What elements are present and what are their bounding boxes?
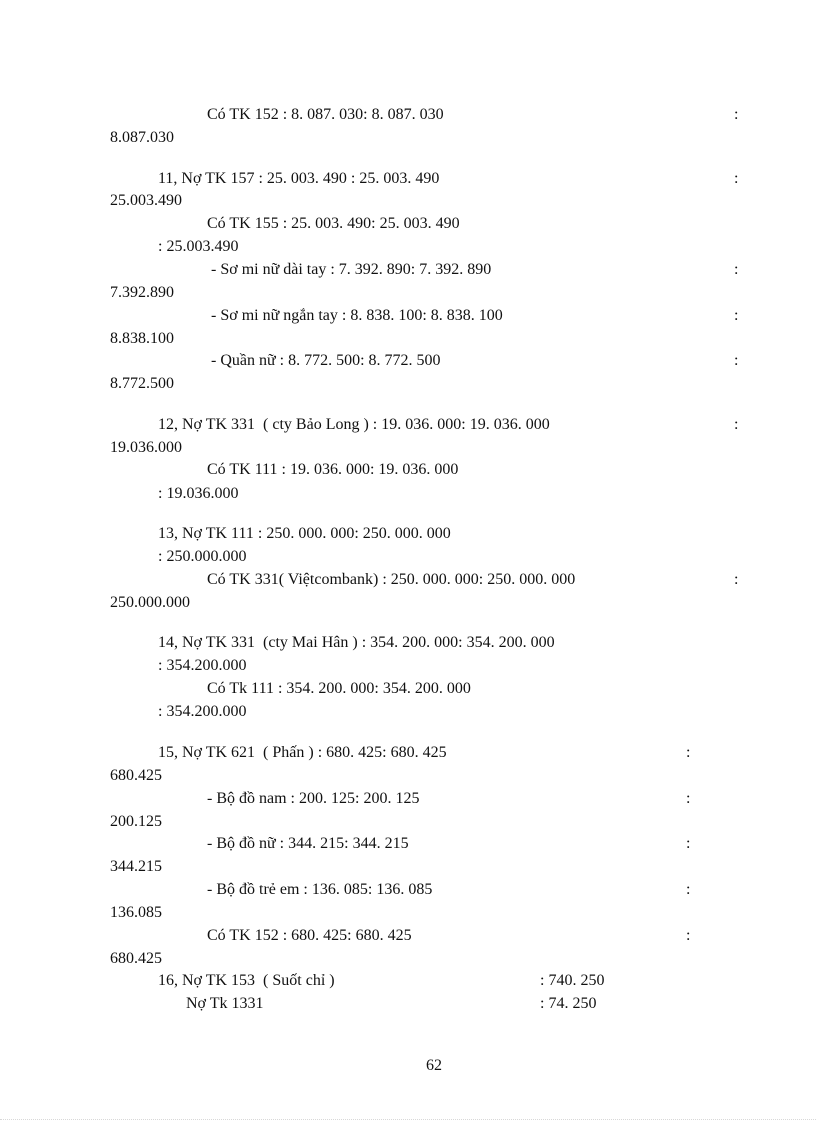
entry-line: : 250.000.000 <box>158 548 247 565</box>
entry-line: 344.215 <box>110 858 162 875</box>
entry-line: Có TK 331( Việtcombank) : 250. 000. 000: 250. 000. 000 <box>207 571 576 588</box>
entry-line: : 354.200.000 <box>158 703 247 720</box>
entry-line: Có Tk 111 : 354. 200. 000: 354. 200. 000 <box>207 680 471 697</box>
entry-line: - Sơ mi nữ ngắn tay : 8. 838. 100: 8. 838. 100 <box>211 307 503 324</box>
colon-mark: : <box>686 744 691 761</box>
entry-line: - Sơ mi nữ dài tay : 7. 392. 890: 7. 392. 890 <box>211 261 492 278</box>
entry-line: : 354.200.000 <box>158 657 247 674</box>
colon-mark: : <box>734 170 739 187</box>
page-bottom-divider <box>0 1119 816 1120</box>
entry-line: 8.772.500 <box>110 375 174 392</box>
entry-line: - Bộ đồ trẻ em : 136. 085: 136. 085 <box>207 881 433 898</box>
colon-mark: : <box>686 835 691 852</box>
entry-line: Có TK 155 : 25. 003. 490: 25. 003. 490 <box>207 215 460 232</box>
entry-line: 7.392.890 <box>110 284 174 301</box>
entry-line: 25.003.490 <box>110 192 182 209</box>
colon-mark: : <box>734 352 739 369</box>
page-number: 62 <box>426 1057 442 1074</box>
entry-line: 16, Nợ TK 153 ( Suốt chỉ ) <box>158 972 335 989</box>
colon-mark: : <box>734 571 739 588</box>
colon-mark: : <box>734 416 739 433</box>
entry-line: 250.000.000 <box>110 594 190 611</box>
entry-line: 12, Nợ TK 331 ( cty Bảo Long ) : 19. 036. 000: 19. 036. 000 <box>158 416 550 433</box>
entry-line: 136.085 <box>110 904 162 921</box>
entry-line: Có TK 111 : 19. 036. 000: 19. 036. 000 <box>207 461 459 478</box>
entry-line: : 25.003.490 <box>158 238 239 255</box>
entry-line: Có TK 152 : 8. 087. 030: 8. 087. 030 <box>207 106 444 123</box>
entry-line: 8.087.030 <box>110 129 174 146</box>
entry-line: - Quần nữ : 8. 772. 500: 8. 772. 500 <box>211 352 441 369</box>
entry-line: 11, Nợ TK 157 : 25. 003. 490 : 25. 003. 490 <box>158 170 440 187</box>
entry-line: 680.425 <box>110 767 162 784</box>
amount-right: : 740. 250 <box>540 972 605 989</box>
entry-line: - Bộ đồ nữ : 344. 215: 344. 215 <box>207 835 409 852</box>
entry-line: 8.838.100 <box>110 330 174 347</box>
entry-line: 680.425 <box>110 950 162 967</box>
entry-line: 200.125 <box>110 813 162 830</box>
colon-mark: : <box>686 881 691 898</box>
colon-mark: : <box>686 790 691 807</box>
entry-line: 19.036.000 <box>110 439 182 456</box>
entry-line: 14, Nợ TK 331 (cty Mai Hân ) : 354. 200. 000: 354. 200. 000 <box>158 634 555 651</box>
entry-line: : 19.036.000 <box>158 485 239 502</box>
entry-line: 15, Nợ TK 621 ( Phấn ) : 680. 425: 680. 425 <box>158 744 447 761</box>
colon-mark: : <box>686 927 691 944</box>
entry-line: 13, Nợ TK 111 : 250. 000. 000: 250. 000. 000 <box>158 525 451 542</box>
colon-mark: : <box>734 261 739 278</box>
amount-right: : 74. 250 <box>540 995 597 1012</box>
entry-line: Nợ Tk 1331 <box>186 995 264 1012</box>
entry-line: - Bộ đồ nam : 200. 125: 200. 125 <box>207 790 420 807</box>
entry-line: Có TK 152 : 680. 425: 680. 425 <box>207 927 412 944</box>
colon-mark: : <box>734 307 739 324</box>
colon-mark: : <box>734 106 739 123</box>
